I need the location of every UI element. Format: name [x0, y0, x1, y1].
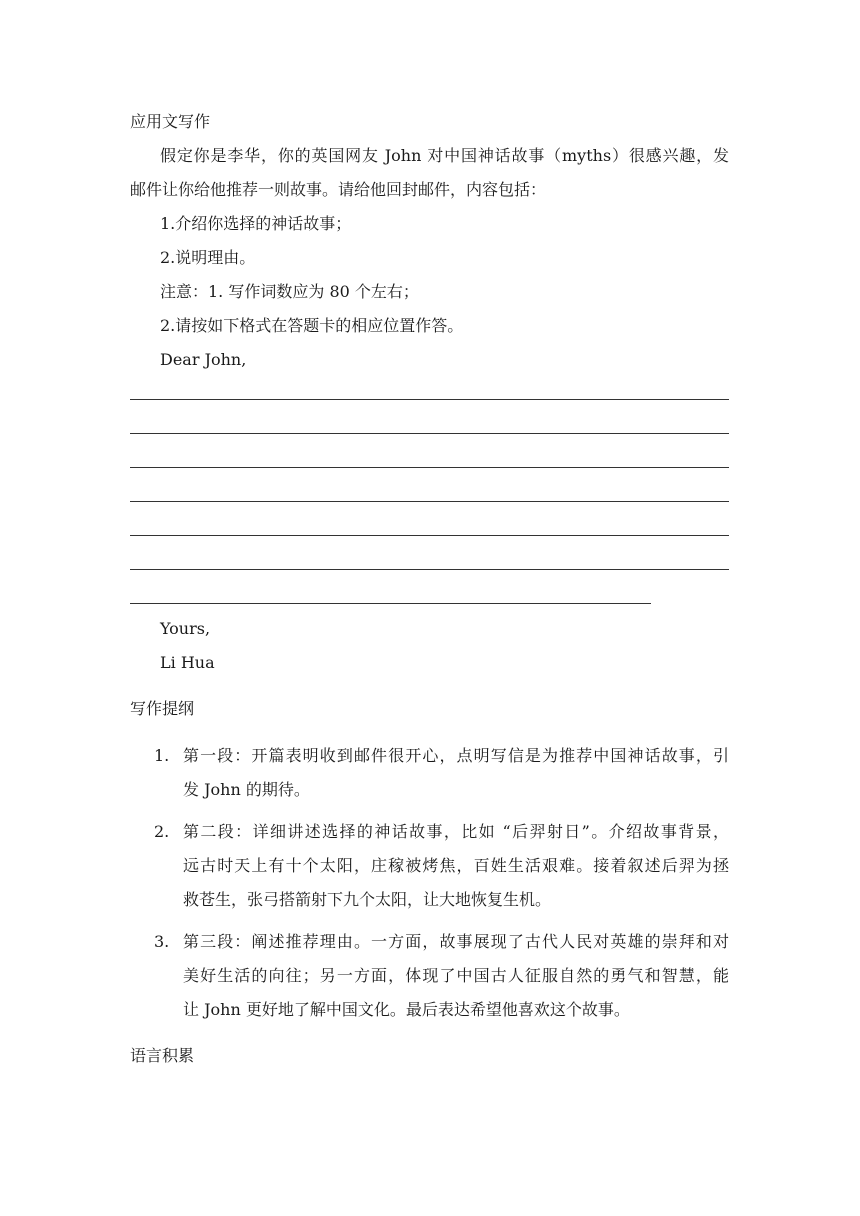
list-item-number: 3. — [154, 932, 170, 951]
list-item-number: 1. — [154, 746, 170, 765]
answer-line — [130, 501, 729, 502]
requirement-2: 2.说明理由。 — [160, 248, 256, 267]
list-item-line: 远古时天上有十个太阳，庄稼被烤焦，百姓生活艰难。接着叙述后羿为拯 — [183, 856, 729, 875]
salutation: Dear John, — [160, 350, 247, 369]
list-item-number: 2. — [154, 822, 170, 841]
list-item — [183, 925, 729, 1027]
prompt-line-2: 邮件让你给他推荐一则故事。请给他回封邮件，内容包括： — [130, 180, 547, 199]
list-item-line: 救苍生，张弓搭箭射下九个太阳，让大地恢复生机。 — [183, 890, 552, 909]
prompt-line-1: 假定你是李华，你的英国网友 John 对中国神话故事（myths）很感兴趣，发 — [160, 146, 729, 165]
list-item — [183, 739, 729, 807]
outline-title: 写作提纲 — [130, 699, 195, 718]
section-title: 应用文写作 — [130, 112, 211, 131]
list-item-line: 发 John 的期待。 — [183, 780, 310, 799]
answer-line — [130, 399, 729, 400]
note-2: 2.请按如下格式在答题卡的相应位置作答。 — [160, 316, 464, 335]
signature: Li Hua — [160, 653, 215, 672]
list-item-line: 第一段：开篇表明收到邮件很开心，点明写信是为推荐中国神话故事，引 — [183, 746, 729, 765]
requirement-1: 1.介绍你选择的神话故事； — [160, 214, 352, 233]
answer-line — [130, 467, 729, 468]
closing: Yours, — [160, 619, 211, 638]
list-item-line: 让 John 更好地了解中国文化。最后表达希望他喜欢这个故事。 — [183, 1000, 630, 1019]
list-item-line: 第三段：阐述推荐理由。一方面，故事展现了古代人民对英雄的崇拜和对 — [183, 932, 729, 951]
list-item-line: 第二段：详细讲述选择的神话故事，比如 “后羿射日”。介绍故事背景， — [183, 822, 729, 841]
list-item-line: 美好生活的向往；另一方面，体现了中国古人征服自然的勇气和智慧，能 — [183, 966, 729, 985]
answer-line — [130, 569, 729, 570]
answer-line — [130, 535, 729, 536]
answer-line — [130, 433, 729, 434]
note-1: 注意：1. 写作词数应为 80 个左右； — [160, 282, 419, 301]
language-title: 语言积累 — [130, 1046, 195, 1065]
list-item — [183, 815, 729, 917]
answer-line — [130, 603, 651, 604]
